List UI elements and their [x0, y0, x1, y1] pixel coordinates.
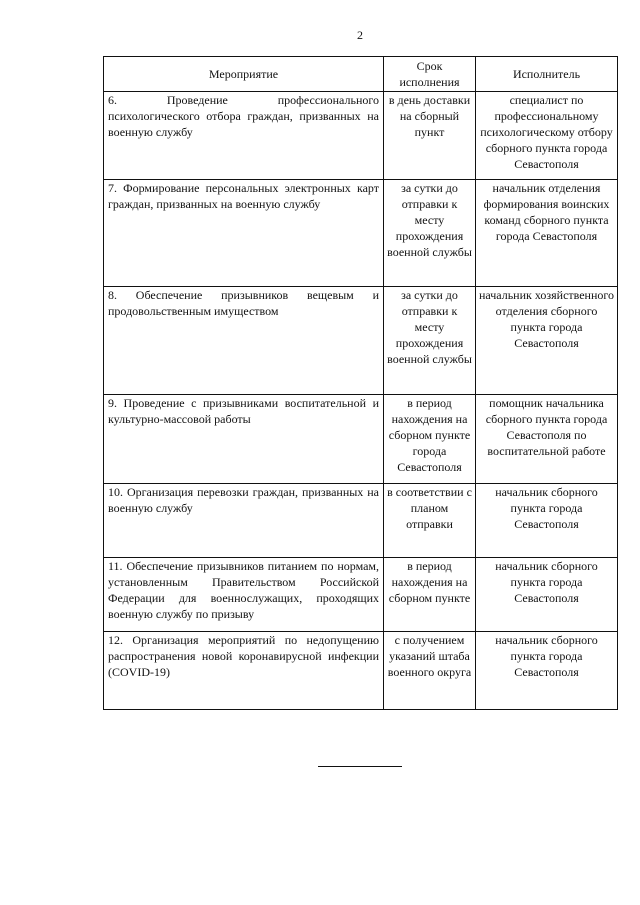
executor-cell: начальник сборного пункта города Севастополя: [476, 558, 618, 632]
table-row: [104, 287, 618, 395]
deadline-cell: с получением указаний штаба военного округа: [384, 632, 476, 710]
measure-cell: 8. Обеспечение призывников вещевым и продовольственным имуществом: [104, 287, 384, 395]
measure-cell: 9. Проведение с призывниками воспитательной и культурно-массовой работы: [104, 395, 384, 484]
deadline-cell: в день доставки на сборный пункт: [384, 92, 476, 180]
table-row: [104, 395, 618, 484]
deadline-cell: в период нахождения на сборном пункте: [384, 558, 476, 632]
header-deadline: Срок исполнения: [384, 57, 476, 92]
footer-divider: [318, 766, 402, 767]
deadline-cell: за сутки до отправки к месту прохождения военной службы: [384, 180, 476, 287]
table-row: [104, 92, 618, 180]
executor-cell: начальник сборного пункта города Севастополя: [476, 632, 618, 710]
executor-cell: специалист по профессиональному психологическому отбору сборного пункта города Севастополя: [476, 92, 618, 180]
measure-cell: 11. Обеспечение призывников питанием по нормам, установленным Правительством Российской Федерации для военнослужащих, проходящих военную службу по призыву: [104, 558, 384, 632]
measures-table: [103, 56, 618, 710]
deadline-cell: в соответствии с планом отправки: [384, 484, 476, 558]
header-measure: Мероприятие: [104, 57, 384, 92]
table-row: [104, 632, 618, 710]
measure-cell: 10. Организация перевозки граждан, призванных на военную службу: [104, 484, 384, 558]
executor-cell: начальник хозяйственного отделения сборного пункта города Севастополя: [476, 287, 618, 395]
table-header-row: [104, 57, 618, 92]
deadline-cell: в период нахождения на сборном пункте города Севастополя: [384, 395, 476, 484]
measure-cell: 6. Проведение профессионального психологического отбора граждан, призванных на военную службу: [104, 92, 384, 180]
deadline-cell: за сутки до отправки к месту прохождения военной службы: [384, 287, 476, 395]
table-row: [104, 558, 618, 632]
header-executor: Исполнитель: [476, 57, 618, 92]
table-row: [104, 484, 618, 558]
table-row: [104, 180, 618, 287]
executor-cell: помощник начальника сборного пункта города Севастополя по воспитательной работе: [476, 395, 618, 484]
measure-cell: 12. Организация мероприятий по недопущению распространения новой коронавирусной инфекции (COVID-19): [104, 632, 384, 710]
executor-cell: начальник отделения формирования воинских команд сборного пункта города Севастополя: [476, 180, 618, 287]
page-number: 2: [357, 28, 363, 42]
measure-cell: 7. Формирование персональных электронных карт граждан, призванных на военную службу: [104, 180, 384, 287]
executor-cell: начальник сборного пункта города Севастополя: [476, 484, 618, 558]
